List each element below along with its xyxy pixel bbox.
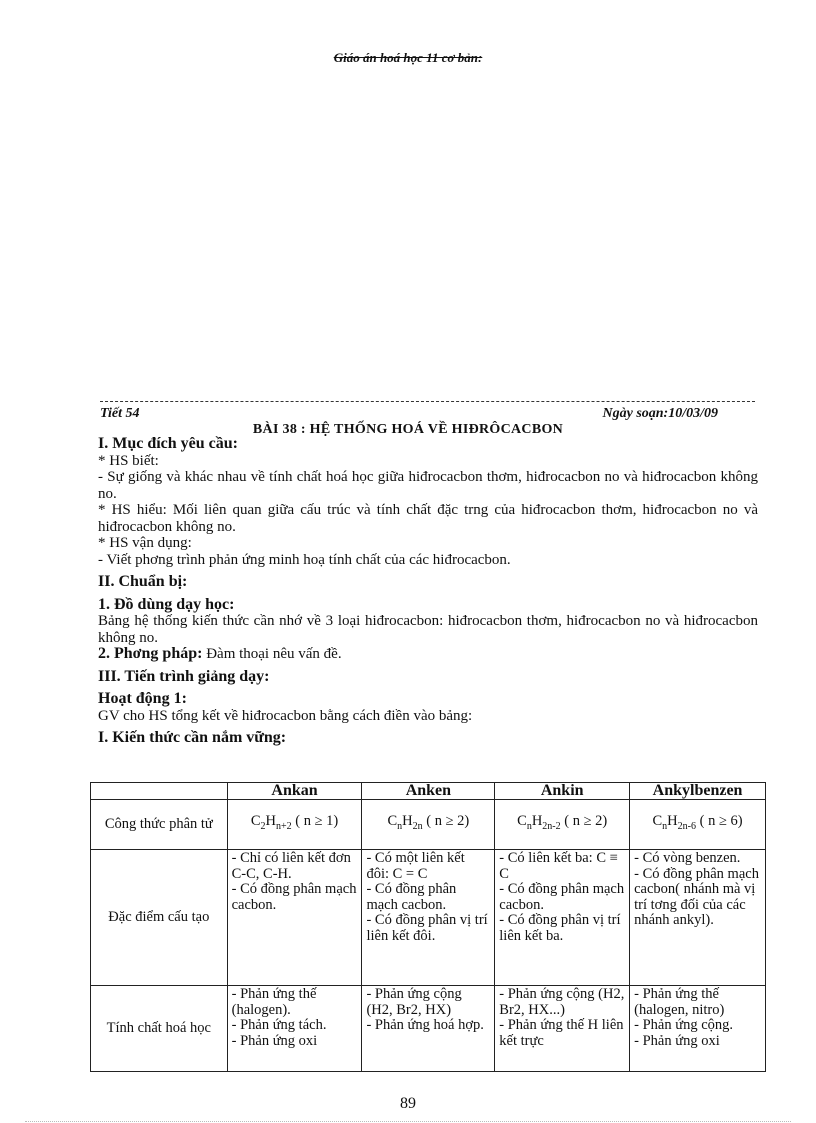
- column-header: Ankin: [495, 783, 630, 800]
- activity-text: GV cho HS tổng kết về hiđrocacbon bằng cách điền vào bảng:: [98, 707, 473, 724]
- section-1-heading: I. Mục đích yêu cầu:: [98, 435, 238, 452]
- structure-cell: - Chỉ có liên kết đơn C-C, C-H. - Có đồng phân mạch cacbon.: [227, 850, 362, 986]
- section-2-2-text: Đàm thoại nêu vấn đề.: [206, 646, 342, 662]
- row-label: Tính chất hoá học: [91, 986, 228, 1072]
- know-label: * HS biết:: [98, 452, 159, 469]
- understand-text: * HS hiểu: Mối liên quan giữa cấu trúc và tính chất đặc trng của hiđrocacbon thơm, hiđrocacbon no và hiđrocacbon không no.: [98, 502, 758, 535]
- formula-cell: $C_nH_{2n}$ ( n ≥ 2): [362, 800, 495, 850]
- property-cell: - Phản ứng thế (halogen, nitro) - Phản ứng cộng. - Phản ứng oxi: [630, 986, 766, 1072]
- property-cell: - Phản ứng thế (halogen). - Phản ứng tách. - Phản ứng oxi: [227, 986, 362, 1072]
- page-number: 89: [400, 1095, 416, 1112]
- section-2-heading: II. Chuẩn bị:: [98, 573, 188, 590]
- header-divider: [100, 401, 755, 402]
- property-cell: - Phản ứng cộng (H2, Br2, HX) - Phản ứng hoá hợp.: [362, 986, 495, 1072]
- column-header: Ankylbenzen: [630, 783, 766, 800]
- footer-divider: [25, 1121, 791, 1122]
- activity-heading: Hoạt động 1:: [98, 690, 187, 707]
- row-label: Công thức phân tử: [91, 800, 228, 850]
- property-cell: - Phản ứng cộng (H2, Br2, HX...) - Phản ứng thế H liên kết trực: [495, 986, 630, 1072]
- lesson-content: [98, 436, 758, 747]
- table-row: [91, 800, 766, 850]
- section-2-2-heading: 2. Phơng pháp:: [98, 645, 203, 662]
- column-header: Ankan: [227, 783, 362, 800]
- lesson-title: BÀI 38 : HỆ THỐNG HOÁ VỀ HIĐRÔCACBON: [252, 422, 564, 437]
- table-row: [91, 850, 766, 986]
- section-2-1-heading: 1. Đồ dùng dạy học:: [98, 595, 235, 613]
- section-3-heading: III. Tiến trình giảng dạy:: [98, 667, 270, 685]
- formula-cell: $C_2H_{n+2}$ ( n ≥ 1): [227, 800, 362, 850]
- know-text: - Sự giống và khác nhau về tính chất hoá học giữa hiđrocacbon thơm, hiđrocacbon no và hiđrocacbon không no.: [98, 469, 758, 502]
- structure-cell: - Có liên kết ba: C ≡ C - Có đồng phân mạch cacbon. - Có đồng phân vị trí liên kết ba.: [495, 850, 630, 986]
- structure-cell: - Có một liên kết đôi: C = C - Có đồng phân mạch cacbon. - Có đồng phân vị trí liên kết đôi.: [362, 850, 495, 986]
- formula-cell: $C_nH_{2n-2}$ ( n ≥ 2): [495, 800, 630, 850]
- section-2-2-line: [98, 646, 758, 663]
- row-label: Đặc điểm cấu tạo: [91, 850, 228, 986]
- table-row: [91, 986, 766, 1072]
- column-header: Anken: [362, 783, 495, 800]
- document-header: Giáo án hoá học 11 cơ bản:: [333, 50, 483, 65]
- period-label: Tiết 54: [100, 406, 140, 421]
- structure-cell: - Có vòng benzen. - Có đồng phân mạch cacbon( nhánh mà vị trí tơng đối của các nhánh ankyl).: [630, 850, 766, 986]
- formula-cell: $C_nH_{2n-6}$ ( n ≥ 6): [630, 800, 766, 850]
- knowledge-heading: I. Kiến thức cần nắm vững:: [98, 729, 287, 746]
- apply-label: * HS vận dụng:: [98, 535, 192, 551]
- table-header-row: [91, 783, 766, 800]
- section-2-1-text: Bảng hệ thống kiến thức cần nhớ về 3 loại hiđrocacbon: hiđrocacbon thơm, hiđrocacbon no và hiđrocacbon không no.: [98, 613, 758, 646]
- table-corner-cell: [91, 783, 228, 800]
- hydrocarbon-summary-table: [90, 782, 766, 1072]
- date-label: Ngày soạn:10/03/09: [602, 406, 718, 421]
- apply-text: - Viết phơng trình phản ứng minh hoạ tính chất của các hiđrocacbon.: [98, 551, 511, 568]
